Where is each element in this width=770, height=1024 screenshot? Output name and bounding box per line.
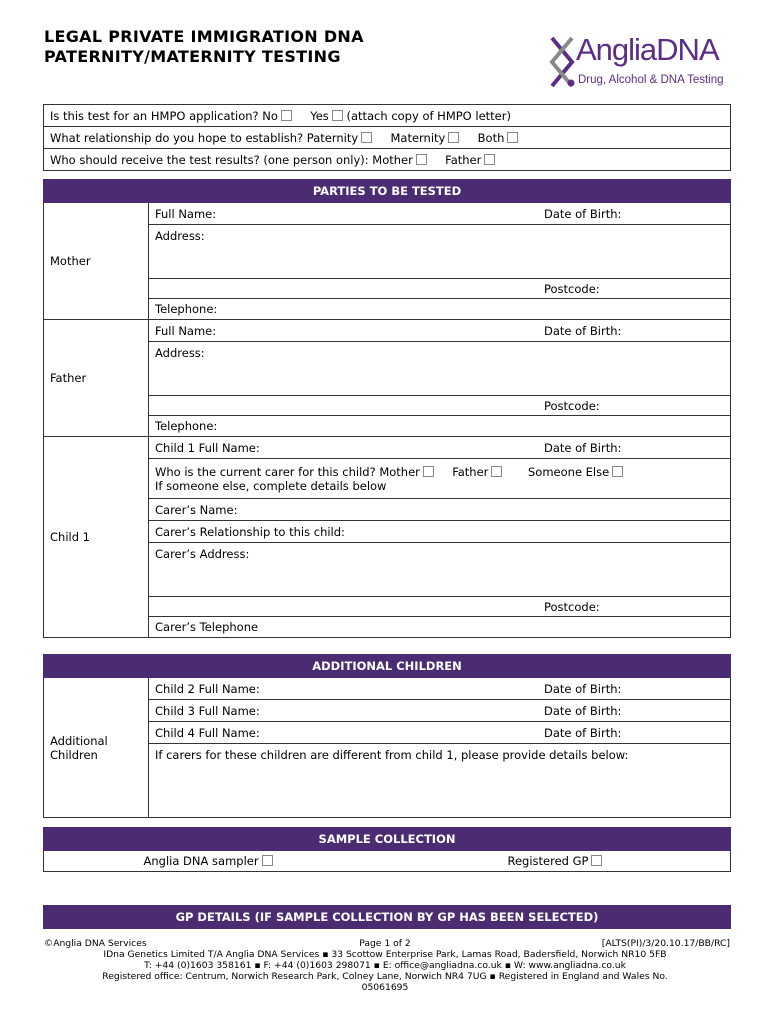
child1-name-field[interactable]: Child 1 Full Name: Date of Birth:	[149, 437, 731, 459]
footer-company-number: 05061695	[361, 982, 409, 993]
mother-postcode-field[interactable]: Postcode:	[149, 279, 731, 299]
logo-name: AngliaDNA	[576, 32, 719, 67]
carer-telephone-field[interactable]: Carer’s Telephone	[149, 617, 731, 638]
additional-children-table	[43, 654, 731, 818]
carer-postcode-field[interactable]: Postcode:	[149, 597, 731, 617]
sample-collection-header: SAMPLE COLLECTION	[44, 828, 731, 851]
footer-registered: Registered office: Centrum, Norwich Research Park, Colney Lane, Norwich NR4 7UG ▪ Registered in England and Wales No.	[102, 971, 668, 982]
page-footer	[0, 938, 770, 993]
relationship-question-row: What relationship do you hope to establish? Paternity Maternity Both	[44, 127, 731, 149]
title-line-1: LEGAL PRIVATE IMMIGRATION DNA	[44, 27, 364, 46]
results-recipient-row: Who should receive the test results? (one person only): Mother Father	[44, 149, 731, 171]
father-address-field[interactable]: Address:	[149, 342, 731, 396]
sample-collection-options: Anglia DNA sampler Registered GP	[44, 851, 731, 872]
mother-telephone-field[interactable]: Telephone:	[149, 299, 731, 320]
maternity-checkbox[interactable]	[448, 132, 459, 143]
both-checkbox[interactable]	[507, 132, 518, 143]
mother-name-field[interactable]: Full Name: Date of Birth:	[149, 203, 731, 225]
hmpo-yes-checkbox[interactable]	[332, 110, 343, 121]
mother-label: Mother	[44, 203, 149, 320]
father-postcode-field[interactable]: Postcode:	[149, 396, 731, 416]
parties-table	[43, 179, 731, 638]
paternity-checkbox[interactable]	[361, 132, 372, 143]
hmpo-no-checkbox[interactable]	[281, 110, 292, 121]
father-label: Father	[44, 320, 149, 437]
results-mother-checkbox[interactable]	[416, 154, 427, 165]
hmpo-question-row: Is this test for an HMPO application? No Yes (attach copy of HMPO letter)	[44, 105, 731, 127]
anglia-dna-logo	[548, 34, 738, 90]
carer-relationship-field[interactable]: Carer’s Relationship to this child:	[149, 521, 731, 543]
carer-name-field[interactable]: Carer’s Name:	[149, 499, 731, 521]
questions-table	[43, 104, 731, 171]
registered-gp-checkbox[interactable]	[591, 855, 602, 866]
page-title	[44, 27, 364, 67]
footer-reference: [ALTS(PI)/3/20.10.17/BB/RC]	[601, 938, 730, 949]
title-line-2: PATERNITY/MATERNITY TESTING	[44, 47, 341, 66]
dna-helix-icon	[548, 36, 576, 88]
gp-details-table	[43, 905, 731, 929]
footer-contact: T: +44 (0)1603 358161 ▪ F: +44 (0)1603 298071 ▪ E: office@angliadna.co.uk ▪ W: www.angliadna.co.uk	[144, 960, 626, 971]
additional-children-header: ADDITIONAL CHILDREN	[44, 655, 731, 678]
mother-address-field[interactable]: Address:	[149, 225, 731, 279]
carer-someone-else-checkbox[interactable]	[612, 466, 623, 477]
carer-mother-checkbox[interactable]	[423, 466, 434, 477]
child4-name-field[interactable]: Child 4 Full Name: Date of Birth:	[149, 722, 731, 744]
footer-company: IDna Genetics Limited T/A Anglia DNA Services ▪ 33 Scottow Enterprise Park, Lamas Road, Badersfield, Norwich NR10 5FB	[103, 949, 667, 960]
father-telephone-field[interactable]: Telephone:	[149, 416, 731, 437]
sample-collection-table	[43, 827, 731, 872]
results-father-checkbox[interactable]	[484, 154, 495, 165]
footer-copyright: ©Anglia DNA Services	[44, 938, 147, 949]
child1-carer-question: Who is the current carer for this child? Mother Father Someone Else If someone else, complete details below	[149, 459, 731, 499]
child3-name-field[interactable]: Child 3 Full Name: Date of Birth:	[149, 700, 731, 722]
additional-carers-field[interactable]: If carers for these children are different from child 1, please provide details below:	[149, 744, 731, 818]
anglia-sampler-checkbox[interactable]	[262, 855, 273, 866]
footer-page-number: Page 1 of 2	[359, 938, 411, 949]
carer-address-field[interactable]: Carer’s Address:	[149, 543, 731, 597]
father-name-field[interactable]: Full Name: Date of Birth:	[149, 320, 731, 342]
gp-details-header: GP DETAILS (IF SAMPLE COLLECTION BY GP HAS BEEN SELECTED)	[44, 906, 731, 929]
logo-tagline: Drug, Alcohol & DNA Testing	[578, 74, 724, 86]
additional-children-label: Additional Children	[44, 678, 149, 818]
parties-header: PARTIES TO BE TESTED	[44, 180, 731, 203]
child2-name-field[interactable]: Child 2 Full Name: Date of Birth:	[149, 678, 731, 700]
carer-father-checkbox[interactable]	[491, 466, 502, 477]
child1-label: Child 1	[44, 437, 149, 638]
